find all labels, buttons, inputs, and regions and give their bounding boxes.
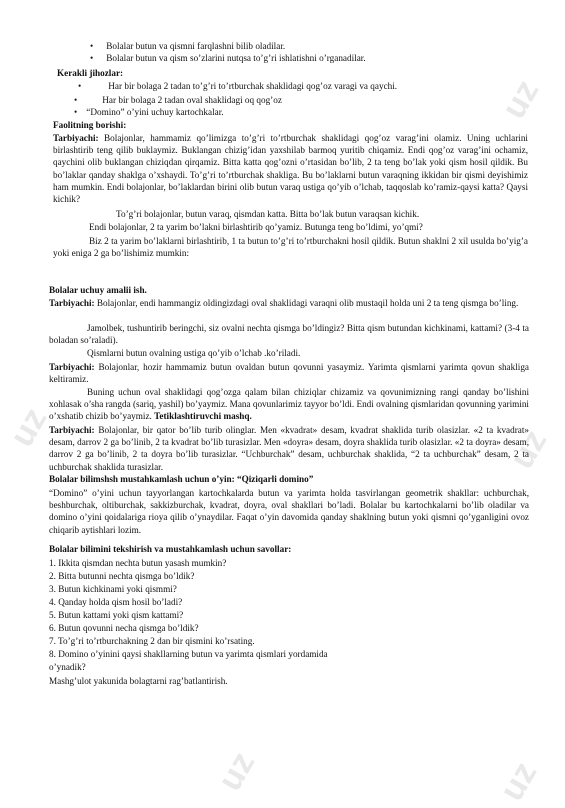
- paragraph: [49, 386, 529, 423]
- paragraph-text: Biz 2 ta yarim bo’laklarni birlashtirib, 1 ta butun to’g’ri to’rtburchakni hosil qildik. Butun shaklni 2 xil usulda bo’yig’a yoki eniga 2 ga bo’lishimiz mumkin:: [53, 236, 528, 259]
- paragraph-text: Buning uchun oval shaklidagi qog’ozga qalam bilan chiziqlar chizamiz va qovunimizning rangi qanday bo’lishini xohlasak o’sha rangda (sariq, yashil) bo’yaymiz. Mana qovunlarimiz tayyor bo’ldi. Endi ovalning qismlaridan qovunning yarimini o’xshatib chizib bo’yaymiz.: [49, 387, 529, 422]
- list-item: o’ynadik?: [49, 662, 86, 672]
- bullet-text: Har bir bolaga 2 tadan oval shaklidagi oq qog’oz: [102, 95, 282, 105]
- speaker-label: Tarbiyachi:: [49, 362, 95, 372]
- paragraph: [49, 424, 529, 473]
- list-item: 2. Bitta butunni nechta qismga bo’ldik?: [49, 571, 195, 581]
- bullet-icon: •: [90, 53, 94, 63]
- list-item: 5. Butun kattami yoki qism kattami?: [49, 610, 184, 620]
- section-heading: Bolalar bilimshsh mustahkamlash uchun o’yin: “Qiziqarli domino”: [49, 474, 314, 484]
- bullet-icon: •: [90, 41, 94, 51]
- watermark: uz: [492, 755, 545, 808]
- section-heading: Bolalar uchuy amalii ish.: [49, 285, 147, 295]
- bullet-text: Bolalar butun va qism so’zlarini nutqsa to’g’ri ishlatishni o’rganadilar.: [106, 53, 366, 63]
- section-heading: Faolitning borishi:: [53, 120, 127, 130]
- paragraph: Endi bolajonlar, 2 ta yarim bo’lakni birlashtirib qo’yamiz. Butunga teng bo’ldimi, yo’qmi?: [89, 222, 423, 232]
- list-item: [90, 41, 285, 52]
- paragraph: [53, 132, 528, 205]
- bullet-icon: •: [74, 95, 78, 105]
- list-item: [74, 95, 282, 106]
- list-item: 7. To’g’ri to’rtburchakning 2 dan bir qismini ko’rsating.: [49, 636, 255, 646]
- exercise-title: Tetiklashtiruvchi mashq.: [154, 411, 252, 422]
- bullet-text: Har bir bolaga 2 tadan to’g’ri to’rtburchak shaklidagi qog’oz varagi va qaychi.: [108, 81, 398, 91]
- watermark: uz: [494, 73, 547, 126]
- section-heading: Bolalar bilimini tekshirish va mustahkamlash uchun savollar:: [49, 544, 292, 554]
- paragraph: [53, 235, 528, 259]
- paragraph: [49, 322, 529, 346]
- list-item: 1. Ikkita qismdan nechta butun yasash mumkin?: [49, 558, 227, 568]
- paragraph-text: Bolajonlar, hozir hammamiz butun ovaldan butun qovunni yasaymiz. Yarimta qismlarni yarimta qovun shakliga keltiramiz.: [49, 362, 529, 385]
- paragraph-text: Bolajonlar, hammamiz qo’limizga to’g’ri to’rtburchak shaklidagi qog’oz varag’ini olamiz. Uning uchlarini birlashtirib teng qilib buklaymiz. Buklangan chizig’idan yaxshilab barmoq yuritib chiqamiz. Endi qog’oz varag’ini ochamiz, qaychini olib buklangan chiziqdan qirqamiz. Bitta katta qog’ozni o’rtasidan bo’lib, 2 ta teng bo’lak yoki qism hosil qildik. Bu bo’laklar qanday shaklga o’xshaydi. To’g’ri to’rtburchak shakliga. Bu bo’laklarni butun varaqning ikkidan bir qismi deyishimiz ham mumkin. Endi bolajonlar, bo’laklardan birini olib butun varaq ustiga qo’yib o’lchab, taqqoslab ko’ramiz-qaysi katta? Qaysi kichik?: [53, 133, 528, 205]
- closing-line: Mashg’ulot yakunida bolagtarni rag’batlantirish.: [49, 676, 228, 686]
- bullet-icon: •: [78, 81, 82, 91]
- list-item: 3. Butun kichkinami yoki qismmi?: [49, 584, 177, 594]
- bullet-text: Bolalar butun va qismni farqlashni bilib oladilar.: [106, 41, 286, 51]
- paragraph-text: Jamolbek, tushuntirib beringchi, siz ovalni nechta qismga bo’ldingiz? Bitta qism butundan kichkinami, kattami? (3-4 ta boladan so’raladi).: [49, 323, 529, 346]
- list-item: 8. Domino o’yinini qaysi shakllarning butun va yarimta qismlari yordamida: [49, 649, 328, 659]
- watermark: uz: [210, 745, 263, 798]
- paragraph-text: Bolajonlar, endi hammangiz oldingizdagi oval shaklidagi varaqni olib mustaqil holda uni 2 ta teng qismga bo’ling.: [96, 298, 519, 308]
- section-heading: Kerakli jihozlar:: [57, 68, 124, 78]
- watermark: uz: [502, 423, 555, 476]
- bullet-icon: •: [74, 107, 78, 117]
- watermark: uz: [2, 401, 55, 454]
- list-item: 4. Qanday holda qism hosil bo’ladi?: [49, 597, 183, 607]
- paragraph: “Domino” o’yini uchun tayyorlangan kartochkalarda butun va yarimta holda tasvirlangan geometrik shakllar: uchburchak, beshburchak, oltiburchak, sakkizburchak, kvadrat, doyra, oval shakllari bo’ladi. Bolalar bu kartochkalarni bo’lib oladilar va domino o’yini qoidalariga rioya qilib o’ynaydilar. Faqat o’yin davomida qanday shaklning butun yoki qismni qo’yganligini ovoz chiqarib aytishlari lozim.: [49, 488, 529, 535]
- paragraph: To’g’ri bolajonlar, butun varaq, qismdan katta. Bitta bo’lak butun varaqsan kichik.: [116, 209, 420, 219]
- list-item: 6. Butun qovunni necha qismga bo’ldik?: [49, 623, 199, 633]
- bullet-text: “Domino” o’yini uchuy kartochkalar.: [86, 107, 224, 117]
- speaker-label: Tarbiyachi:: [49, 298, 95, 308]
- speaker-label: Tarbiyachi:: [53, 133, 99, 143]
- list-item: [74, 107, 224, 118]
- paragraph-text: Bolajonlar, bir qator bo’lib turib olinglar. Men «kvadrat» desam, kvadrat shaklida turib olasizlar. «2 ta kvadrat» desam, darrov 2 ga bo’linib, 2 ta kvadrat bo’lib turasizlar. Men «doyra» desam, doyra shaklida turib olasizlar. «2 ta doyra» desam, darrov 2 ga bo’linib, 2 ta doyra bo’lib turasizlar. “Uchburchak” desam, uchburchak shaklida, “2 ta uchburchak” desam, 2 ta uchburchak shaklida turasizlar.: [49, 425, 529, 472]
- speaker-label: Tarbiyachi:: [49, 425, 95, 435]
- paragraph: [49, 297, 529, 309]
- paragraph: Qismlarni butun ovalning ustiga qo’yib o’lchab .ko’riladi.: [87, 348, 301, 358]
- list-item: [78, 81, 397, 92]
- list-item: [90, 53, 366, 64]
- paragraph: [49, 361, 529, 385]
